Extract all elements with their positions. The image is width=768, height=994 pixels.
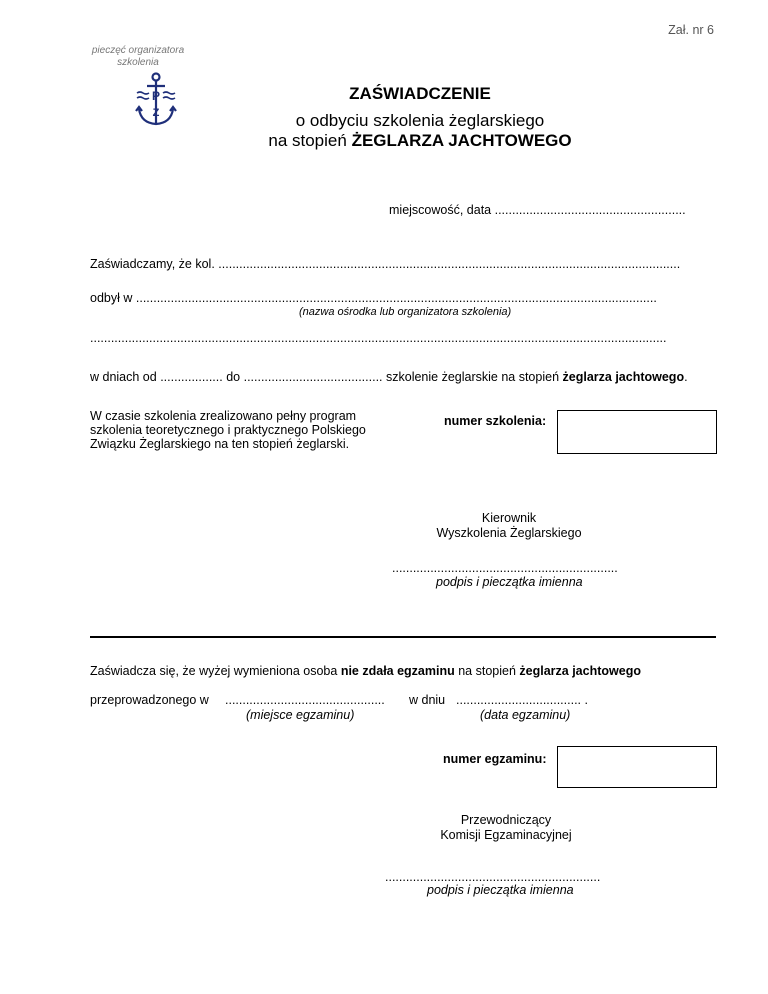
certify-name-field[interactable] — [90, 257, 680, 271]
exam-on-day-label: w dniu — [409, 693, 446, 707]
svg-text:P: P — [151, 89, 161, 103]
training-dates-line — [90, 370, 688, 384]
organizer-field[interactable] — [90, 291, 657, 305]
exam-degree: żeglarza jachtowego — [519, 664, 641, 678]
attachment-number: Zał. nr 6 — [668, 23, 714, 37]
document-title: ZAŚWIADCZENIE — [349, 84, 491, 103]
program-line1: W czasie szkolenia zrealizowano pełny program — [90, 409, 357, 423]
stamp-caption-line1: pieczęć organizatora — [91, 45, 185, 56]
exam-number-label: numer egzaminu: — [443, 752, 547, 766]
exam-date-field[interactable] — [456, 693, 588, 707]
organizer-label: odbył w — [90, 291, 133, 305]
exam-date-end: . — [584, 693, 588, 707]
program-statement — [90, 409, 366, 451]
place-date-dots: ....................................................... — [494, 203, 686, 217]
exam-date-dots: .................................... — [456, 693, 582, 707]
stamp-caption — [88, 45, 188, 69]
place-date-field[interactable] — [389, 203, 686, 217]
exam-statement-mid: na stopień — [458, 664, 516, 678]
svg-text:Ż: Ż — [152, 107, 160, 119]
dates-from-field[interactable]: .................. — [160, 370, 223, 384]
exam-place-field[interactable]: .............................................. — [225, 693, 385, 707]
document-degree-line — [0, 131, 768, 151]
training-head-signature-line[interactable]: ................................................................. — [392, 561, 618, 575]
commission-line2: Komisji Egzaminacyjnej — [440, 828, 572, 842]
exam-number-box[interactable] — [557, 746, 717, 788]
dates-to-field[interactable]: ........................................ — [243, 370, 383, 384]
training-number-box[interactable] — [557, 410, 717, 454]
exam-result: nie zdała egzaminu — [340, 664, 455, 678]
program-line2: szkolenia teoretycznego i praktycznego Polskiego — [90, 423, 366, 437]
organizer-continuation-dots[interactable]: ...................................................................................................................................................................... — [90, 331, 667, 345]
dates-suffix: szkolenie żeglarskie na stopień — [386, 370, 560, 384]
commission-line1: Przewodniczący — [460, 813, 552, 827]
section-divider — [90, 636, 716, 638]
exam-place-caption: (miejsce egzaminu) — [246, 708, 355, 722]
degree-prefix: na stopień — [268, 131, 352, 150]
dates-degree: żeglarza jachtowego — [562, 370, 685, 384]
commission-signature-line[interactable]: .............................................................. — [385, 870, 601, 884]
training-head-signature-caption: podpis i pieczątka imienna — [436, 575, 583, 589]
place-date-label: miejscowość, data — [389, 203, 492, 217]
organizer-caption: (nazwa ośrodka lub organizatora szkolenia) — [299, 306, 512, 318]
program-line3: Związku Żeglarskiego na ten stopień żeglarski. — [90, 437, 350, 451]
training-number-label: numer szkolenia: — [444, 414, 547, 428]
exam-statement — [90, 664, 641, 678]
degree-name: ŻEGLARZA JACHTOWEGO — [351, 131, 572, 150]
exam-date-caption: (data egzaminu) — [480, 708, 571, 722]
document-subtitle: o odbyciu szkolenia żeglarskiego — [295, 111, 545, 130]
training-head-title — [420, 511, 598, 541]
commission-signature-caption: podpis i pieczątka imienna — [427, 883, 574, 897]
dates-to-label: do — [226, 370, 241, 384]
commission-head-title — [416, 813, 596, 843]
organizer-dots: ...................................................................................................................................................... — [135, 291, 657, 305]
certify-label: Zaświadczamy, że kol. — [90, 257, 215, 271]
exam-conducted-label: przeprowadzonego w — [90, 693, 209, 707]
dates-end: . — [684, 370, 688, 384]
stamp-caption-line2: szkolenia — [117, 57, 159, 68]
training-head-line1: Kierownik — [481, 511, 537, 525]
dates-from-label: w dniach od — [90, 370, 157, 384]
certify-dots: ..................................................................................................................................... — [218, 257, 681, 271]
exam-statement-prefix: Zaświadcza się, że wyżej wymieniona osoba — [90, 664, 338, 678]
training-head-line2: Wyszkolenia Żeglarskiego — [436, 526, 582, 540]
